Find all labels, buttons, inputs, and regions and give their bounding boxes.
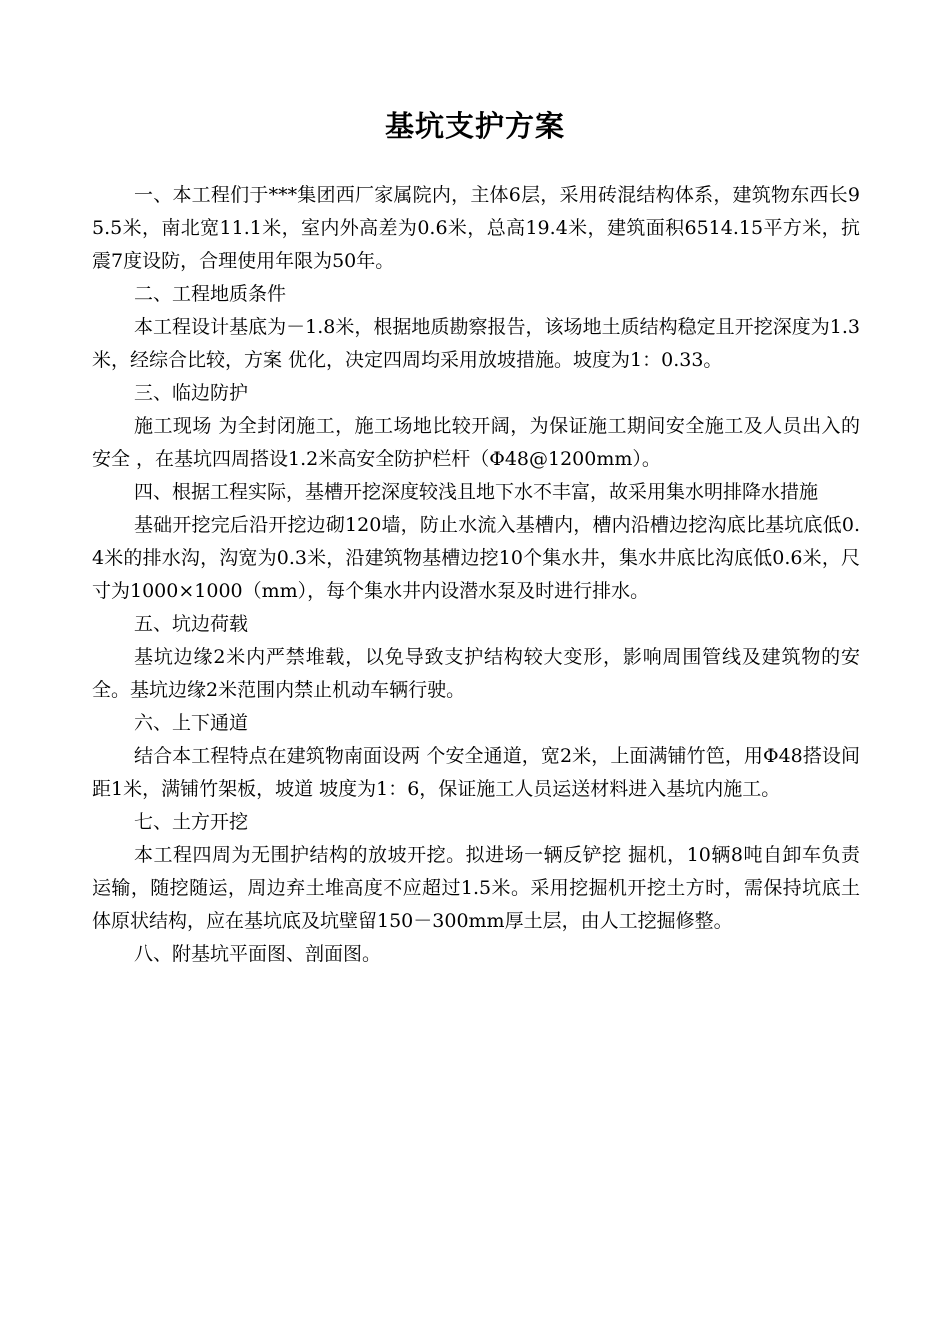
- document-title: 基坑支护方案: [384, 109, 565, 143]
- document-body: [92, 179, 860, 971]
- section-2-paragraph: 本工程设计基底为－1.8米，根据地质勘察报告，该场地土质结构稳定且开挖深度为1.3米，经综合比较，方案 优化，决定四周均采用放坡措施。坡度为1：0.33。: [92, 316, 860, 371]
- section-2-heading: 二、工程地质条件: [134, 283, 287, 305]
- section-6-heading: 六、上下通道: [134, 712, 249, 734]
- section-6-paragraph: 结合本工程特点在建筑物南面设两 个安全通道，宽2米，上面满铺竹笆，用Φ48搭设间距1米，满铺竹架板，坡道 坡度为1：6，保证施工人员运送材料进入基坑内施工。: [92, 745, 860, 800]
- section-4-paragraph: 基础开挖完后沿开挖边砌120墙，防止水流入基槽内，槽内沿槽边挖沟底比基坑底低0.4米的排水沟，沟宽为0.3米，沿建筑物基槽边挖10个集水井，集水井底比沟底低0.6米，尺寸为1000×1000（mm），每个集水井内设潜水泵及时进行排水。: [92, 514, 860, 602]
- section-7-heading: 七、土方开挖: [134, 811, 249, 833]
- section-7-paragraph: 本工程四周为无围护结构的放坡开挖。拟进场一辆反铲挖 掘机，10辆8吨自卸车负责运输，随挖随运，周边弃土堆高度不应超过1.5米。采用挖掘机开挖土方时，需保持坑底土体原状结构，应在基坑底及坑壁留150－300mm厚土层，由人工挖掘修整。: [92, 844, 860, 932]
- section-3-paragraph: 施工现场 为全封闭施工，施工场地比较开阔，为保证施工期间安全施工及人员出入的安全 ，在基坑四周搭设1.2米高安全防护栏杆（Φ48@1200mm）。: [92, 415, 860, 470]
- section-3-heading: 三、临边防护: [134, 382, 249, 404]
- section-1-paragraph: 一、本工程们于***集团西厂家属院内，主体6层，采用砖混结构体系，建筑物东西长95.5米，南北宽11.1米，室内外高差为0.6米，总高19.4米，建筑面积6514.15平方米，抗震7度设防，合理使用年限为50年。: [92, 184, 860, 272]
- section-4-heading-paragraph: 四、根据工程实际，基槽开挖深度较浅且地下水不丰富，故采用集水明排降水措施: [134, 481, 819, 503]
- section-8-heading: 八、附基坑平面图、剖面图。: [134, 943, 382, 965]
- section-5-paragraph: 基坑边缘2米内严禁堆载，以免导致支护结构较大变形，影响周围管线及建筑物的安全。基坑边缘2米范围内禁止机动车辆行驶。: [92, 646, 860, 701]
- section-5-heading: 五、坑边荷载: [134, 613, 249, 635]
